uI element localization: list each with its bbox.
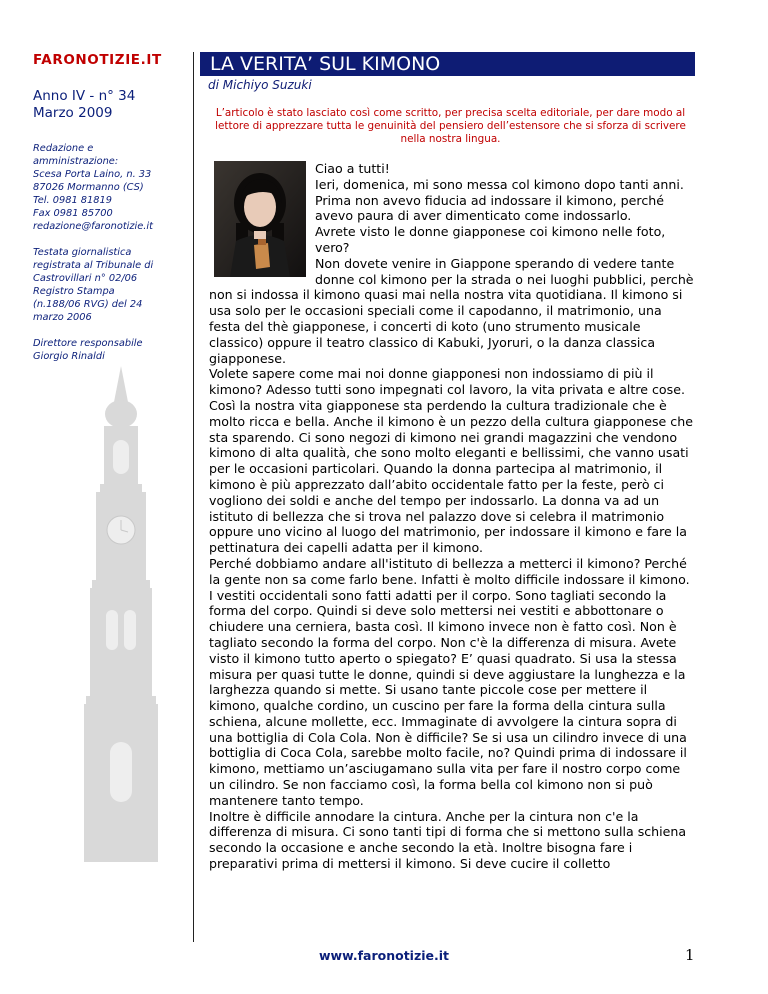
paragraph: Non dovete venire in Giappone sperando di vedere tante donne col kimono per la strada o nei luoghi pubblici, perchè non si indossa il kimono quasi mai nella nostra vita quotidiana. Il kimono si usa solo per le occasioni speciali come il capodanno, il matrimonio, una festa del thè giapponese, i concerti di koto (uno strumento musicale classico) oppure il teatro classico di Kabuki, Jyoruri, o la danza classica giapponese. xyxy=(209,255,694,366)
paragraph: Perché dobbiamo andare all'istituto di bellezza a metterci il kimono? Perché la gente non sa come farlo bene. Infatti è molto difficile indossare il kimono. I vestiti occidentali sono fatti adatti per il corpo. Sono tagliati secondo la forma del corpo. Quindi si deve solo mettersi nei vestiti e abbottonare o chiudere una cerniera, basta così. Il kimono invece non è fatto così. Non è tagliato secondo la forma del corpo. Non c'è la differenza di misura. Avete visto il kimono tutto aperto o spiegato? E’ quasi quadrato. Si usa la stessa misura per quasi tutte le donne, quindi si deve aggiustare la lunghezza e la larghezza quando si mette. Si usano tante piccole cose per mettere il kimono, qualche cordino, un cuscino per fare la forma della cintura sulla schiena, alcune mollette, ecc. Immaginate di avvolgere la cintura sopra di una bottiglia di Cola Cola. Non è difficile? Se si usa un cilindro invece di una bottiglia di Coca Cola, sarebbe molto facile, no? Quindi prima di indossare il kimono, mettiamo un’asciugamano sulla vita per fare il nostro corpo come un cilindro. Se non facciamo così, la forma bella col kimono non si può mantenere tanto tempo. xyxy=(209,555,690,808)
footer-website-link[interactable]: www.faronotizie.it xyxy=(318,948,449,963)
photo-spacer xyxy=(209,161,315,283)
article-body xyxy=(209,161,696,872)
paragraph: Inoltre è difficile annodare la cintura. Anche per la cintura non c'e la differenza di misura. Ci sono tanti tipi di forma che si mettono sulla schiena secondo la occasione e anche secondo la età. Inoltre bisogna fare i preparativi prima di mettersi il kimono. Si deve cucire il colletto xyxy=(209,808,687,872)
issue-number: Anno IV - n° 34 xyxy=(33,88,136,104)
article-title: LA VERITA’ SUL KIMONO xyxy=(200,52,695,76)
email-link[interactable]: redazione@faronotizie.it xyxy=(33,221,153,232)
issue-date: Marzo 2009 xyxy=(33,105,113,121)
column-divider xyxy=(193,52,194,942)
paragraph: Volete sapere come mai noi donne giapponesi non indossiamo di più il kimono? Adesso tutti sono impegnati col lavoro, la vita privata e altre cose. Così la nostra vita giapponese sta perdendo la cultura tradizionale che è molto ricca e bella. Anche il kimono è un pezzo della cultura giapponese che sta sparendo. Ci sono negozi di kimono nei grandi magazzini che vendono kimono di alta qualità, che sono molto eleganti e bellissimi, che vanno usati per le occasioni particolari. Quando la donna partecipa al matrimonio, il kimono è più apprezzato dall’abito occidentale fatto per la feste, però ci vogliono dei soldi e anche del tempo per indossarlo. La donna va ad un istituto di bellezza che si trova nel palazzo dove si celebra il matrimonio oppure uno vicino al luogo del matrimonio, per indossare il kimono e fare la pettinatura dei capelli adatta per il kimono. xyxy=(209,366,693,556)
registration-info: Testata giornalistica registrata al Tribunale di Castrovillari n° 02/06 Registro Stampa (n.188/06 RVG) del 24 marzo 2006 xyxy=(33,247,154,323)
paragraph: Ieri, domenica, mi sono messa col kimono dopo tanti anni. Prima non avevo fiducia ad indossare il kimono, perché avevo paura di aver dimenticato come indossarlo. xyxy=(315,176,684,224)
sidebar xyxy=(33,52,183,376)
brand-title: FARONOTIZIE.IT xyxy=(33,52,162,68)
paragraph: Ciao a tutti! xyxy=(315,161,390,176)
editorial-note: L’articolo è stato lasciato così come scritto, per precisa scelta editoriale, per dare modo al lettore di apprezzare tutta le genuinità del pensiero dell’estensore che si sforza di scrivere nella nostra lingua. xyxy=(215,107,686,145)
article-byline: di Michiyo Suzuki xyxy=(208,78,312,92)
paragraph: Avrete visto le donne giapponese coi kimono nelle foto, vero? xyxy=(315,224,666,255)
issue-info xyxy=(33,88,183,122)
bell-tower-watermark xyxy=(66,362,176,862)
page-number: 1 xyxy=(685,946,695,964)
editorial-address: Redazione e amministrazione: Scesa Porta Laino, n. 33 87026 Mormanno (CS) Tel. 0981 81819 Fax 0981 85700 redazione@faronotizie.it xyxy=(33,142,183,233)
director-info: Direttore responsabile Giorgio Rinaldi xyxy=(33,338,143,362)
